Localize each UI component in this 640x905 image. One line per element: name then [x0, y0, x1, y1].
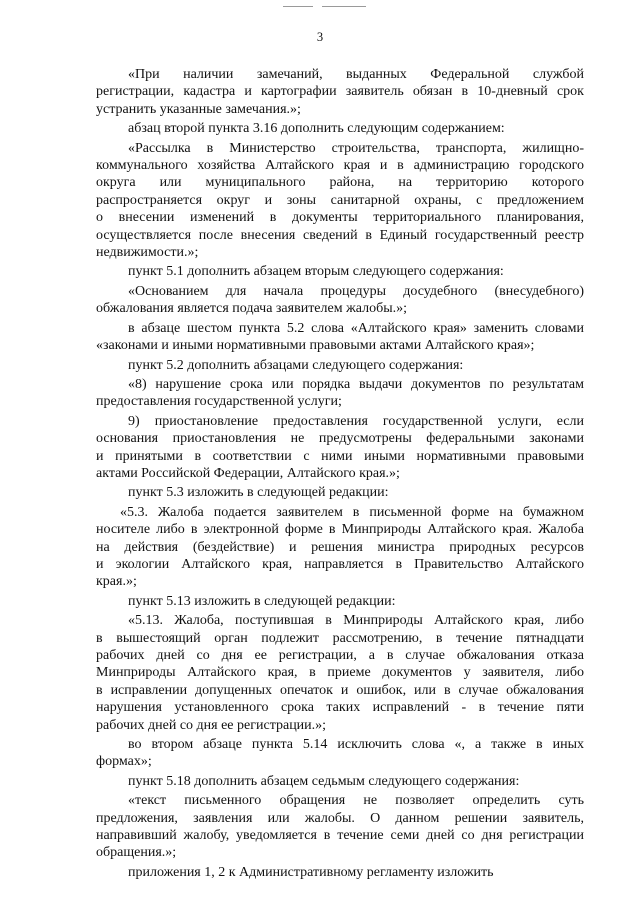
text-line: «Рассылка в Министерство строительства, транспорта, жилищно-	[128, 140, 584, 156]
paragraph	[96, 792, 584, 862]
text-line: недвижимости.»;	[96, 245, 199, 261]
paragraph	[96, 484, 584, 501]
text-line: в исправлении допущенных опечаток и ошибок, или в случае обжалования	[96, 682, 584, 698]
paragraph	[96, 120, 584, 137]
text-line: актами Российской Федерации, Алтайского края.»;	[96, 465, 400, 481]
text-line: на действия (бездействие) и решения министра природных ресурсов	[96, 539, 584, 555]
text-line: о внесении изменений в документы территориального планирования,	[96, 210, 584, 226]
text-line: «законами и иными нормативными правовыми актами Алтайского края»;	[96, 338, 535, 354]
text-line: пункт 5.2 дополнить абзацами следующего содержания:	[128, 357, 464, 373]
paragraph	[96, 612, 584, 734]
text-line: «Основанием для начала процедуры досудебного (внесудебного)	[128, 283, 584, 299]
text-line: обжалования является подача заявителем жалобы.»;	[96, 301, 407, 317]
paragraph	[96, 140, 584, 262]
text-line: коммунального хозяйства Алтайского края и в администрацию городского	[96, 158, 584, 174]
text-line: 9) приостановление предоставления государственной услуги, если	[128, 413, 584, 429]
text-line: в абзаце шестом пункта 5.2 слова «Алтайского края» заменить словами	[128, 320, 584, 336]
text-line: устранить указанные замечания.»;	[96, 101, 301, 117]
scan-mark-left	[283, 6, 313, 7]
text-line: осуществляется после внесения сведений в Единый государственный реестр	[96, 227, 584, 243]
text-line: направивший жалобу, уведомляется в течение семи дней со дня регистрации	[96, 828, 584, 844]
text-line: приложения 1, 2 к Административному регламенту изложить	[128, 864, 494, 880]
text-line: пункт 5.3 изложить в следующей редакции:	[128, 485, 389, 501]
text-line: формах»;	[96, 754, 152, 770]
paragraph	[96, 376, 584, 411]
text-line: в вышестоящий орган подлежит рассмотрению, в течение пятнадцати	[96, 630, 584, 646]
text-line: «8) нарушение срока или порядка выдачи документов по результатам	[128, 376, 584, 392]
text-line: округа или муниципального района, на территорию которого	[96, 175, 584, 191]
scan-mark-right	[322, 6, 366, 7]
text-line: рабочих дней со дня ее регистрации.»;	[96, 717, 327, 733]
text-line: регистрации, кадастра и картографии заявитель обязан в 10-дневный срок	[96, 84, 584, 100]
paragraph	[96, 66, 584, 118]
text-line: пункт 5.1 дополнить абзацем вторым следующего содержания:	[128, 264, 504, 280]
text-line: рабочих дней со дня ее регистрации, а в случае обжалования отказа	[96, 648, 584, 663]
paragraph	[96, 263, 584, 280]
text-line: «5.13. Жалоба, поступившая в Минприроды Алтайского края, либо	[128, 613, 584, 629]
text-line: Минприроды Алтайского края, в приеме документов у заявителя, либо	[96, 665, 584, 681]
text-line: во втором абзаце пункта 5.14 исключить слова «, а также в иных	[128, 737, 584, 753]
text-line: и экологии Алтайского края, направляется в Правительство Алтайского	[96, 556, 584, 572]
paragraph	[96, 357, 584, 374]
text-line: «текст письменного обращения не позволяет определить суть	[128, 793, 584, 809]
text-line: обращения.»;	[96, 845, 177, 861]
text-line: распространяется округ и зоны санитарной охраны, с предложением	[96, 192, 584, 208]
text-line: и принятыми в соответствии с ними иными нормативными правовыми	[96, 448, 584, 464]
text-line: предоставления государственной услуги;	[96, 394, 342, 410]
text-line: края.»;	[96, 574, 137, 590]
paragraph	[96, 593, 584, 610]
paragraph	[96, 736, 584, 771]
document-body	[96, 66, 584, 883]
paragraph	[96, 320, 584, 355]
text-line: нарушения установленного срока таких исправлений - в течение пяти	[96, 700, 584, 716]
text-line: пункт 5.18 дополнить абзацем седьмым следующего содержания:	[128, 773, 520, 789]
paragraph	[96, 773, 584, 790]
paragraph	[96, 413, 584, 483]
text-line: абзац второй пункта 3.16 дополнить следующим содержанием:	[128, 121, 505, 137]
paragraph	[96, 283, 584, 318]
text-line: предложения, заявления или жалобы. О данном решении заявитель,	[96, 810, 584, 826]
paragraph	[96, 864, 584, 881]
text-line: носителе либо в электронной форме в Минприроды Алтайского края. Жалоба	[96, 522, 584, 538]
text-line: «5.3. Жалоба подается заявителем в письменной форме на бумажном	[120, 504, 584, 520]
page-number: 3	[316, 30, 324, 44]
text-line: основания приостановления не предусмотрены федеральными законами	[96, 431, 584, 447]
text-line: пункт 5.13 изложить в следующей редакции:	[128, 593, 396, 609]
paragraph	[96, 504, 584, 591]
text-line: «При наличии замечаний, выданных Федеральной службой	[128, 67, 584, 82]
